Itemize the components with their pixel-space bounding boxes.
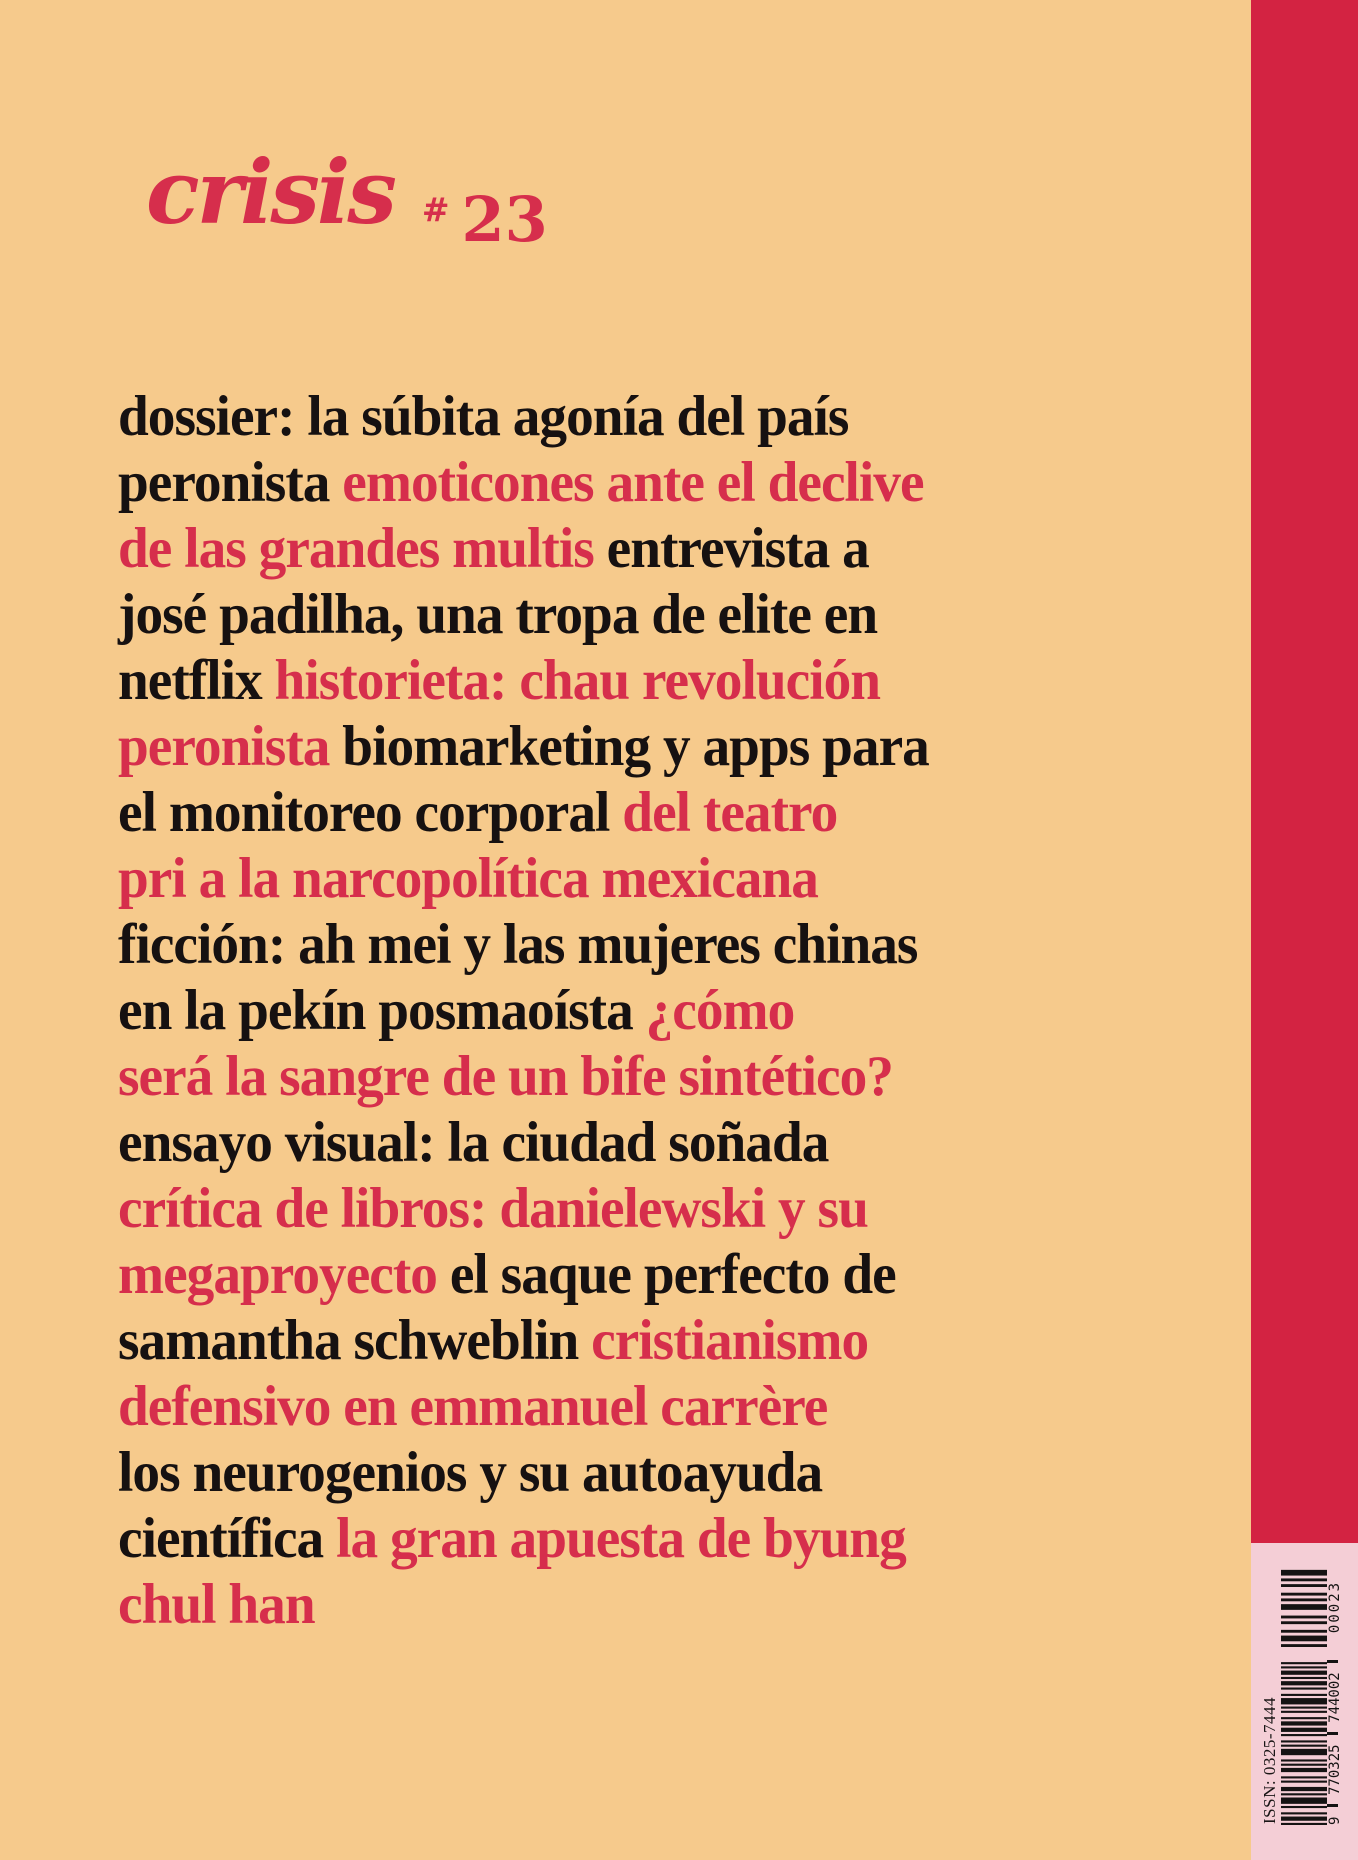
toc-line: [118, 1506, 1224, 1572]
toc-segment: josé padilha, una tropa de elite en: [118, 583, 878, 646]
toc-segment: el saque perfecto de: [449, 1243, 896, 1306]
ean-barcode: [1281, 1660, 1343, 1825]
toc-segment: la gran apuesta de byung: [336, 1507, 906, 1570]
toc-segment: historieta: chau revolución: [274, 649, 881, 712]
toc-line: [118, 846, 1224, 912]
toc-segment: entrevista a: [606, 517, 869, 580]
toc-line: [118, 1308, 1224, 1374]
ean-guard-bar: [1327, 1732, 1338, 1735]
toc-line: [118, 1110, 1224, 1176]
toc-segment: ficción: ah mei y las mujeres chinas: [118, 913, 918, 976]
toc-segment: defensivo en emmanuel carrère: [118, 1375, 828, 1438]
toc-line: [118, 714, 1224, 780]
toc-line: [118, 912, 1224, 978]
toc-line: [118, 648, 1224, 714]
toc-segment: pri a la narcopolítica mexicana: [118, 847, 818, 910]
toc-line: [118, 1440, 1224, 1506]
toc-line: [118, 1176, 1224, 1242]
toc-segment: de las grandes multis: [118, 517, 594, 580]
issue-number: 23: [461, 183, 548, 256]
toc-line: [118, 1572, 1224, 1638]
accent-stripe: [1251, 0, 1358, 1543]
toc-segment: ensayo visual: la ciudad soñada: [118, 1111, 829, 1174]
issue-hash-symbol: #: [421, 190, 450, 229]
ean-guard-bar: [1327, 1804, 1338, 1807]
toc-segment: ¿cómo: [645, 979, 795, 1042]
toc-line: [118, 780, 1224, 846]
addon-digits: 00023: [1327, 1580, 1343, 1634]
toc-segment: emoticones ante el declive: [342, 451, 924, 514]
toc-segment: samantha schweblin: [118, 1309, 579, 1372]
masthead: [146, 140, 548, 256]
barcode-rotated-wrap: [1261, 1561, 1347, 1825]
toc-segment: del teatro: [622, 781, 838, 844]
addon-barcode: [1281, 1567, 1343, 1647]
ean-digits: [1327, 1660, 1343, 1825]
barcode-bars-row: [1281, 1561, 1343, 1825]
toc-segment: chul han: [118, 1573, 315, 1636]
toc-segment: científica: [118, 1507, 324, 1570]
magazine-logo: crisis: [146, 140, 394, 244]
toc-line: [118, 978, 1224, 1044]
toc-line: [118, 384, 1224, 450]
contents-list: [118, 384, 1224, 1638]
toc-line: [118, 516, 1224, 582]
ean-left-digit: 9: [1327, 1816, 1343, 1825]
toc-segment: cristianismo: [591, 1309, 869, 1372]
addon-barcode-bars: [1281, 1567, 1327, 1647]
barcode-block: [1261, 1561, 1347, 1825]
toc-segment: será la sangre de un bife sintético?: [118, 1045, 893, 1108]
issn-label: ISSN: 0325-7444: [1260, 1697, 1279, 1824]
toc-segment: en la pekín posmaoísta: [118, 979, 633, 1042]
toc-segment: crítica de libros: danielewski y su: [118, 1177, 868, 1240]
toc-line: [118, 1374, 1224, 1440]
ean-guard-bar: [1327, 1660, 1338, 1663]
toc-line: [118, 582, 1224, 648]
ean-group1: 770325: [1327, 1744, 1343, 1795]
ean-group2: 744002: [1327, 1672, 1343, 1723]
toc-segment: el monitoreo corporal: [118, 781, 610, 844]
barcode-panel: [1251, 1543, 1358, 1860]
toc-segment: los neurogenios y su autoayuda: [118, 1441, 823, 1504]
toc-line: [118, 450, 1224, 516]
toc-segment: peronista: [118, 715, 330, 778]
toc-segment: netflix: [118, 649, 262, 712]
toc-line: [118, 1242, 1224, 1308]
toc-line: [118, 1044, 1224, 1110]
toc-segment: peronista: [118, 451, 330, 514]
toc-segment: megaproyecto: [118, 1243, 437, 1306]
ean-barcode-bars: [1281, 1660, 1327, 1825]
toc-segment: biomarketing y apps para: [342, 715, 929, 778]
toc-segment: dossier: la súbita agonía del país: [118, 385, 849, 448]
